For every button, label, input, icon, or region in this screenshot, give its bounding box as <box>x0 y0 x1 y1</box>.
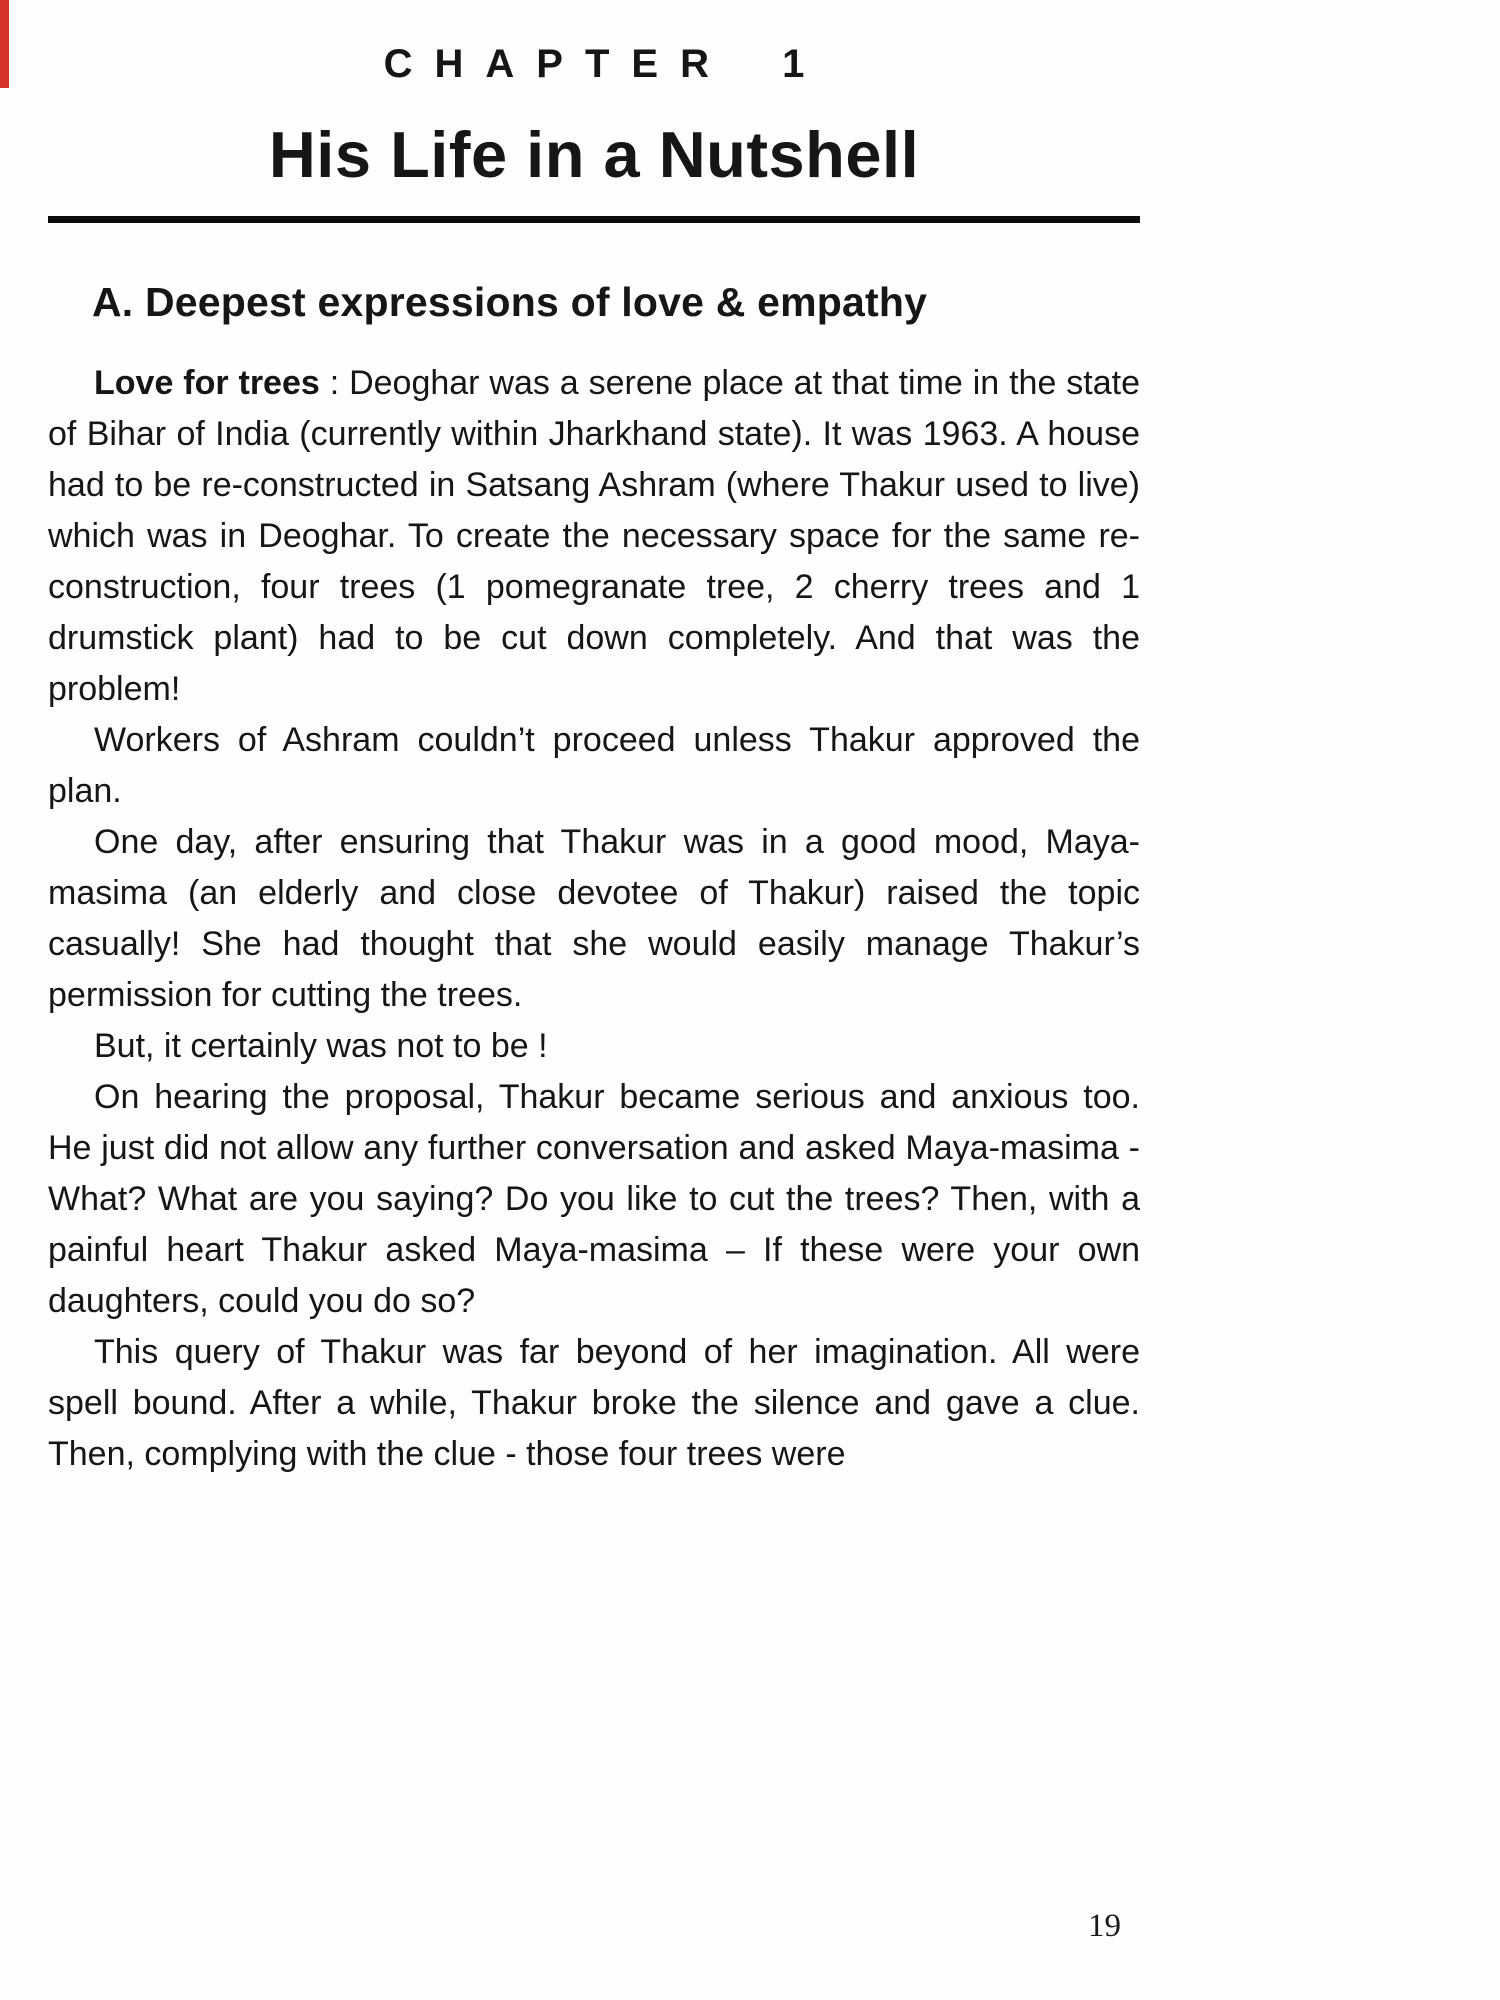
page-content <box>48 42 1140 1480</box>
chapter-label: CHAPTER 1 <box>383 42 827 86</box>
page-number: 19 <box>1088 1908 1121 1944</box>
paragraph-5: On hearing the proposal, Thakur became serious and anxious too. He just did not allow any further conversation and asked Maya-masima - What? What are you saying? Do you like to cut the trees? Then, with a painful heart Thakur asked Maya-masima – If these were your own daughters, could you do so? <box>48 1078 1140 1320</box>
chapter-title: His Life in a Nutshell <box>268 118 920 191</box>
paragraph-1-lead: Love for trees <box>94 364 320 402</box>
title-rule <box>48 216 1140 223</box>
paragraph-2: Workers of Ashram couldn’t proceed unless Thakur approved the plan. <box>48 721 1140 810</box>
paragraph-3: One day, after ensuring that Thakur was in a good mood, Maya-masima (an elderly and close devotee of Thakur) raised the topic casually! She had thought that she would easily manage Thakur’s permission for cutting the trees. <box>48 823 1140 1014</box>
paragraph-4: But, it certainly was not to be ! <box>94 1027 548 1065</box>
body-text <box>48 358 1140 1480</box>
scan-edge-artifact <box>0 0 9 88</box>
paragraph-6: This query of Thakur was far beyond of her imagination. All were spell bound. After a while, Thakur broke the silence and gave a clue. Then, complying with the clue - those four trees were <box>48 1333 1140 1473</box>
section-heading: A. Deepest expressions of love & empathy <box>92 279 928 325</box>
paragraph-1 <box>48 358 1140 715</box>
paragraph-1-text: : Deoghar was a serene place at that time in the state of Bihar of India (currently within Jharkhand state). It was 1963. A house had to be re-constructed in Satsang Ashram (where Thakur used to live) which was in Deoghar. To create the necessary space for the same re-construction, four trees (1 pomegranate tree, 2 cherry trees and 1 drumstick plant) had to be cut down completely. And that was the problem! <box>48 364 1140 708</box>
